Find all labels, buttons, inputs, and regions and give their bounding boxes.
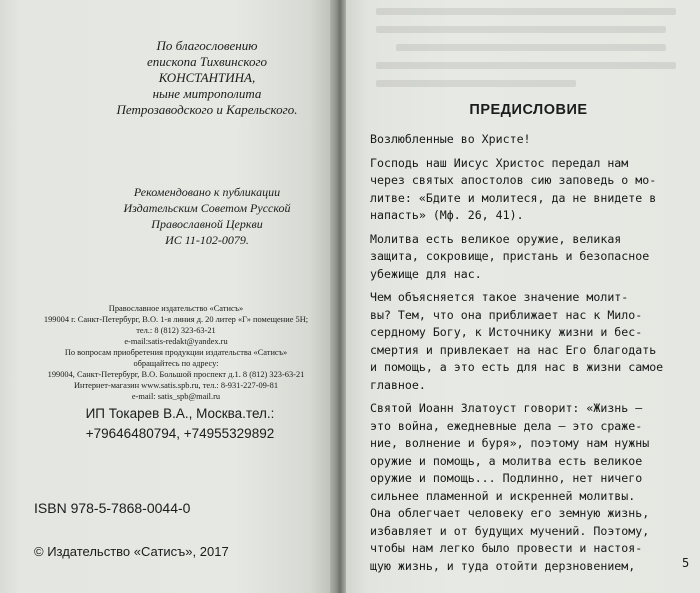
paragraph-line: и помощь, а это есть для нас в жизни самое bbox=[370, 360, 664, 374]
paragraph-line: сильнее пламенной и искренней молитвы. bbox=[370, 488, 636, 503]
blessing-line: ныне митрополита bbox=[152, 86, 262, 101]
show-through-text bbox=[346, 0, 700, 90]
paragraph-line: избавляет и от будущих мучений. Поэтому, bbox=[370, 523, 650, 538]
paragraph-line: убежище для нас. bbox=[370, 266, 482, 281]
blessing-line: По благословению bbox=[156, 38, 258, 53]
recommendation-block bbox=[112, 184, 302, 248]
imprint-line: обращайтесь по адресу: bbox=[133, 359, 219, 368]
recommendation-line: Православной Церкви bbox=[151, 217, 263, 231]
left-page bbox=[0, 0, 336, 593]
isbn: ISBN 978-5-7868-0044-0 bbox=[34, 500, 191, 516]
publisher-imprint bbox=[20, 303, 332, 402]
blessing-block bbox=[112, 38, 302, 118]
blessing-line: КОНСТАНТИНА, bbox=[158, 70, 256, 85]
recommendation-line: Рекомендовано к публикации bbox=[133, 185, 281, 199]
imprint-line: e-mail: satis_spb@mail.ru bbox=[131, 392, 221, 401]
printer-line: ИП Токарев В.А., Москва.тел.: bbox=[85, 406, 275, 421]
recommendation-line: Издательским Советом Русской bbox=[123, 201, 291, 215]
recommendation-line: ИС 11-102-0079. bbox=[165, 233, 249, 247]
paragraph-line: напасть» (Мф. 26, 41). bbox=[370, 208, 524, 222]
blessing-line: епископа Тихвинского bbox=[146, 54, 268, 69]
paragraph-line: Молитва есть великое оружие, великая bbox=[370, 231, 622, 246]
paragraph-line: Господь наш Иисус Христос передал нам bbox=[370, 155, 629, 170]
imprint-line: 199004, Санкт-Петербург, В.О. Большой проспект д.1. 8 (812) 323-63-21 bbox=[47, 370, 305, 379]
imprint-line: тел.: 8 (812) 323-63-21 bbox=[136, 326, 216, 335]
imprint-line: 199004 г. Санкт-Петербург, В.О. 1-я линия д. 20 литер «Г» помещение 5Н; bbox=[43, 315, 309, 324]
paragraph-line: это война, ежедневные дела — это сраже- bbox=[370, 418, 643, 433]
paragraph-line: через святых апостолов сию заповедь о мо- bbox=[370, 173, 657, 187]
body-text bbox=[370, 131, 692, 575]
imprint-line: e-mail:satis-redakt@yandex.ru bbox=[124, 337, 228, 346]
paragraph-line: сердному Богу, к Источнику жизни и бес- bbox=[370, 325, 643, 339]
paragraph-line: смертия и привлекает на нас Его благодать bbox=[370, 342, 657, 357]
imprint-line: По вопросам приобретения продукции издательства «Сатисъ» bbox=[64, 348, 288, 357]
printer-line: +79646480794, +74955329892 bbox=[85, 426, 275, 441]
paragraph-line: Святой Иоанн Златоуст говорит: «Жизнь — bbox=[370, 401, 643, 415]
page-number: 5 bbox=[682, 556, 690, 570]
paragraph-line: Возлюбленные во Христе! bbox=[370, 132, 531, 146]
paragraph-line: щую жизнь, и туда отойти дерзновением, bbox=[370, 558, 636, 573]
copyright: © Издательство «Сатисъ», 2017 bbox=[34, 544, 229, 559]
printer-info bbox=[60, 404, 300, 444]
paragraph-line: оружие и помощь... Подлинно, нет ничего bbox=[370, 471, 643, 485]
chapter-heading: ПРЕДИСЛОВИЕ bbox=[469, 102, 588, 118]
paragraph-line: главное. bbox=[370, 377, 426, 392]
right-page bbox=[346, 0, 700, 593]
paragraph-line: Чем объясняется такое значение молит- bbox=[370, 290, 629, 304]
paragraph-line: Она облегчает человеку его земную жизнь, bbox=[370, 506, 650, 520]
paragraph-line: чтобы нам легко было провести и настоя- bbox=[370, 541, 643, 555]
imprint-line: Православное издательство «Сатисъ» bbox=[108, 304, 244, 313]
paragraph-line: вы? Тем, что она приближает нас к Мило- bbox=[370, 307, 643, 322]
paragraph-line: литве: «Бдите и молитеся, да не внидете в bbox=[370, 190, 657, 205]
imprint-line: Интернет-магазин www.satis.spb.ru, тел.: 8-931-227-09-81 bbox=[73, 381, 279, 390]
paragraph-line: оружие и помощь, а молитва есть великое bbox=[370, 453, 643, 468]
paragraph-line: ние, волнение и буря», поэтому нам нужны bbox=[370, 436, 650, 450]
blessing-line: Петрозаводского и Карельского. bbox=[116, 102, 298, 117]
paragraph-line: защита, сокровище, пристань и безопасное bbox=[370, 249, 650, 263]
